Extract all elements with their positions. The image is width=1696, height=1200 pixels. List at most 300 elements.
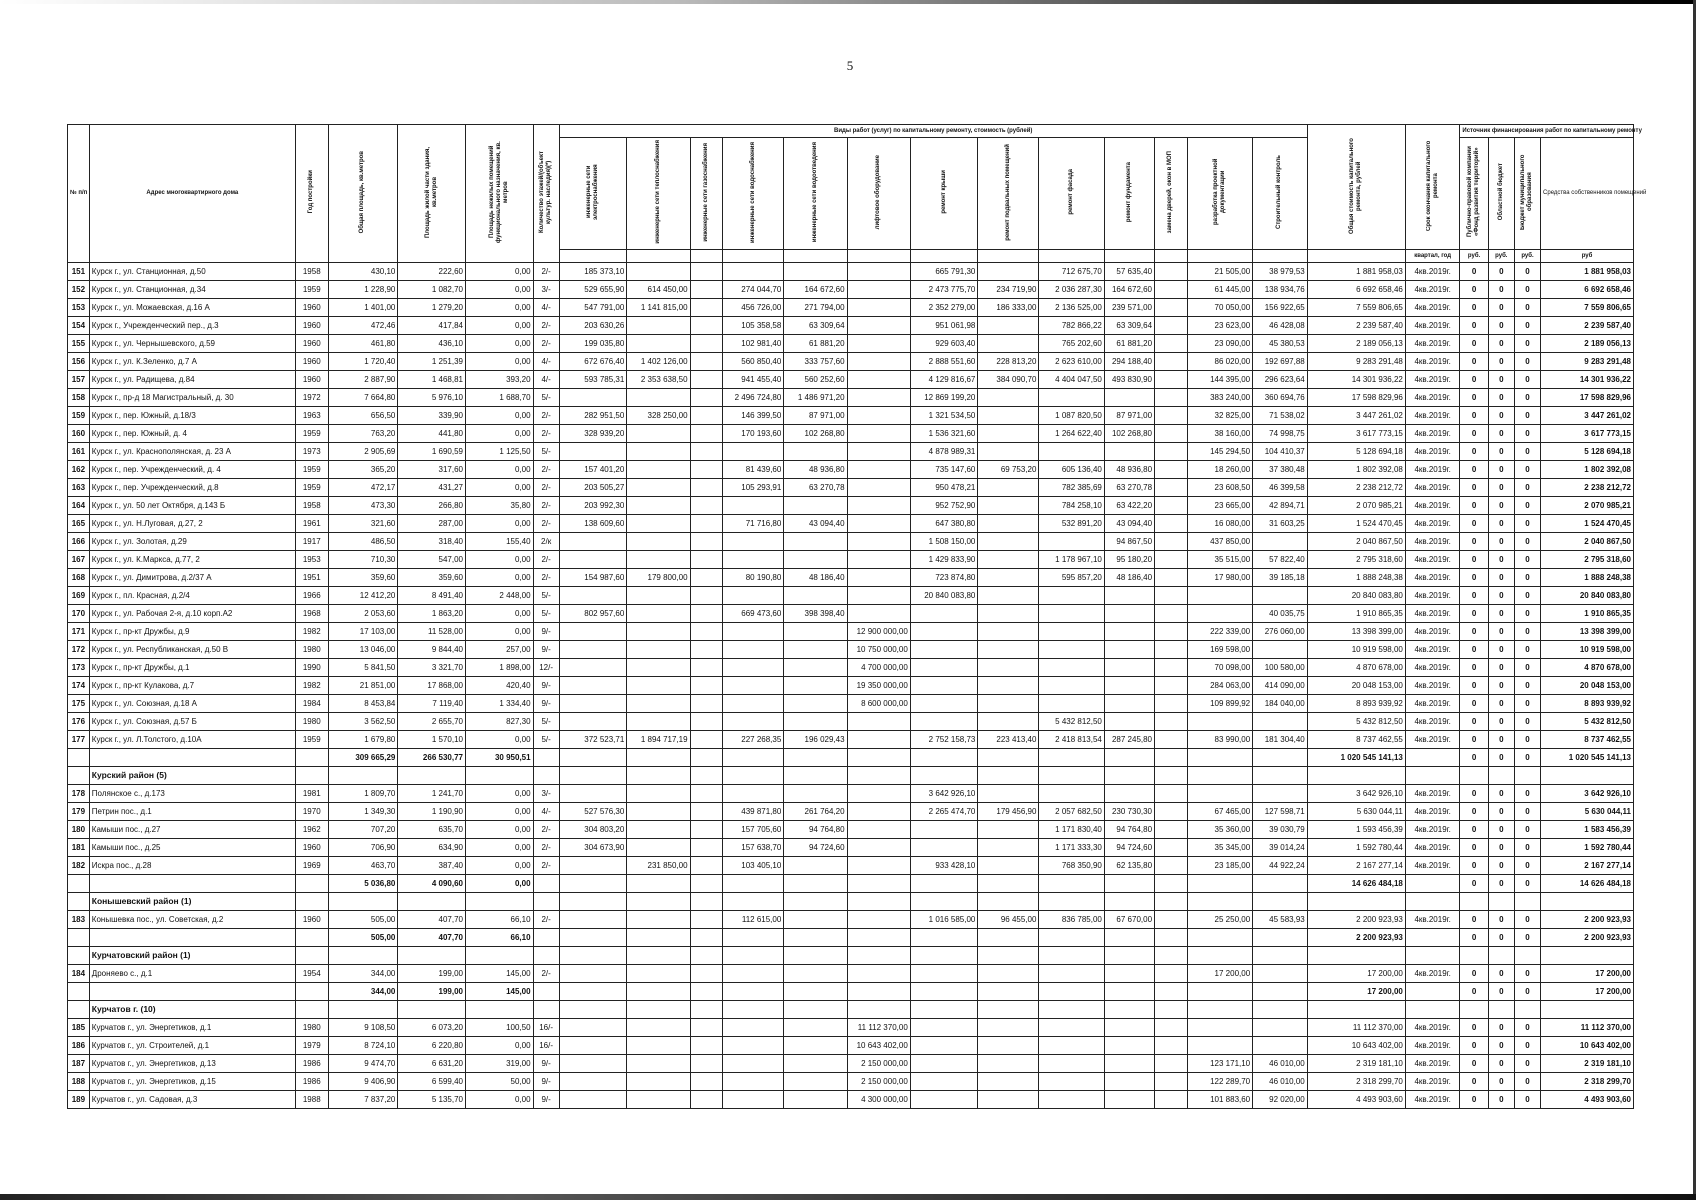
row-work-cost	[847, 821, 910, 839]
district-blank	[1039, 1001, 1104, 1019]
district-blank	[690, 947, 723, 965]
table-row	[68, 857, 1634, 875]
table-row	[68, 1073, 1634, 1091]
row-work-cost	[627, 641, 690, 659]
row-work-cost: 261 764,20	[784, 803, 847, 821]
row-work-cost	[978, 605, 1039, 623]
row-work-cost: 4 300 000,00	[847, 1091, 910, 1109]
row-work-cost	[1155, 731, 1188, 749]
row-work-cost	[847, 389, 910, 407]
table-row	[68, 1055, 1634, 1073]
row-work-cost	[627, 785, 690, 803]
row-regional: 0	[1488, 623, 1514, 641]
row-work-cost	[1104, 605, 1154, 623]
row-living-area: 317,60	[398, 461, 466, 479]
row-address: Конышевка пос., ул. Советская, д.2	[89, 911, 295, 929]
row-living-area: 287,00	[398, 515, 466, 533]
row-total-cost: 1 802 392,08	[1307, 461, 1405, 479]
row-work-cost	[784, 965, 847, 983]
row-owners: 20 840 083,80	[1541, 587, 1634, 605]
row-work-cost: 101 883,60	[1187, 1091, 1252, 1109]
row-work-cost	[847, 965, 910, 983]
row-work-cost	[627, 389, 690, 407]
district-blank	[559, 947, 627, 965]
row-floors: 9/-	[533, 1091, 559, 1109]
district-blank	[1155, 767, 1188, 785]
row-total-area: 430,10	[328, 263, 398, 281]
row-owners: 2 319 181,10	[1541, 1055, 1634, 1073]
row-work-cost	[627, 659, 690, 677]
row-year: 1962	[295, 821, 328, 839]
row-address: Курск г., пер. Южный, д. 4	[89, 425, 295, 443]
row-work-cost	[559, 659, 627, 677]
row-address: Курск г., ул. Союзная, д.18 А	[89, 695, 295, 713]
row-floors: 2/-	[533, 317, 559, 335]
row-address: Искра пос., д.28	[89, 857, 295, 875]
district-blank	[328, 1001, 398, 1019]
subtotal-blank	[559, 929, 627, 947]
row-number: 160	[68, 425, 90, 443]
row-work-cost: 768 350,90	[1039, 857, 1104, 875]
subtotal-regional: 0	[1488, 983, 1514, 1001]
district-blank	[295, 947, 328, 965]
row-work-cost: 595 857,20	[1039, 569, 1104, 587]
row-work-cost	[1253, 587, 1308, 605]
row-work-cost: 63 309,64	[784, 317, 847, 335]
subtotal-regional: 0	[1488, 875, 1514, 893]
row-work-cost	[978, 551, 1039, 569]
row-work-cost	[847, 605, 910, 623]
row-work-cost	[627, 677, 690, 695]
row-owners: 11 112 370,00	[1541, 1019, 1634, 1037]
row-work-cost: 127 598,71	[1253, 803, 1308, 821]
row-work-cost	[847, 263, 910, 281]
row-total-area: 463,70	[328, 857, 398, 875]
subtotal-total-area: 5 036,80	[328, 875, 398, 893]
row-nonres-area: 0,00	[465, 263, 533, 281]
row-work-cost: 2 473 775,70	[910, 281, 978, 299]
row-work-cost	[690, 785, 723, 803]
row-owners: 1 888 248,38	[1541, 569, 1634, 587]
header-no: № п/п	[68, 125, 90, 263]
row-work-cost: 23 608,50	[1187, 479, 1252, 497]
row-work-cost: 102 268,80	[1104, 425, 1154, 443]
row-floors: 2/-	[533, 461, 559, 479]
row-year: 1960	[295, 335, 328, 353]
row-regional: 0	[1488, 299, 1514, 317]
row-work-cost: 102 981,40	[723, 335, 784, 353]
row-municipal: 0	[1514, 965, 1540, 983]
row-work-cost	[627, 803, 690, 821]
row-fund: 0	[1460, 911, 1488, 929]
row-fund: 0	[1460, 695, 1488, 713]
district-blank	[1488, 893, 1514, 911]
subtotal-row	[68, 929, 1634, 947]
row-work-cost	[690, 1091, 723, 1109]
table-row	[68, 425, 1634, 443]
subtotal-blank	[784, 875, 847, 893]
row-work-cost: 765 202,60	[1039, 335, 1104, 353]
row-term: 4кв.2019г.	[1405, 965, 1460, 983]
row-owners: 1 592 780,44	[1541, 839, 1634, 857]
row-work-cost	[978, 497, 1039, 515]
district-blank	[1514, 1001, 1540, 1019]
subtotal-blank	[68, 983, 90, 1001]
row-work-cost: 4 129 816,67	[910, 371, 978, 389]
row-owners: 3 447 261,02	[1541, 407, 1634, 425]
row-fund: 0	[1460, 1073, 1488, 1091]
row-work-cost	[559, 641, 627, 659]
row-nonres-area: 0,00	[465, 623, 533, 641]
row-fund: 0	[1460, 821, 1488, 839]
row-work-cost	[784, 677, 847, 695]
header-works-group: Виды работ (услуг) по капитальному ремонту, стоимость (рублей)	[559, 125, 1307, 138]
row-work-cost: 439 871,80	[723, 803, 784, 821]
row-work-cost	[784, 695, 847, 713]
row-municipal: 0	[1514, 479, 1540, 497]
row-work-cost	[690, 965, 723, 983]
row-number: 153	[68, 299, 90, 317]
subtotal-blank	[627, 749, 690, 767]
row-fund: 0	[1460, 479, 1488, 497]
table-row	[68, 551, 1634, 569]
row-municipal: 0	[1514, 1055, 1540, 1073]
district-name: Курчатов г. (10)	[89, 1001, 295, 1019]
district-blank	[1541, 947, 1634, 965]
subtotal-row	[68, 875, 1634, 893]
row-owners: 2 189 056,13	[1541, 335, 1634, 353]
district-blank	[627, 767, 690, 785]
row-regional: 0	[1488, 281, 1514, 299]
district-blank	[533, 893, 559, 911]
row-municipal: 0	[1514, 497, 1540, 515]
district-blank	[1514, 893, 1540, 911]
subtotal-blank	[627, 929, 690, 947]
row-term: 4кв.2019г.	[1405, 353, 1460, 371]
row-work-cost: 23 665,00	[1187, 497, 1252, 515]
row-number: 166	[68, 533, 90, 551]
row-work-cost: 104 410,37	[1253, 443, 1308, 461]
row-year: 1960	[295, 317, 328, 335]
row-work-cost	[690, 713, 723, 731]
row-work-cost: 723 874,80	[910, 569, 978, 587]
header-term: Срок окончания капитального ремонта	[1405, 125, 1460, 250]
row-total-cost: 3 447 261,02	[1307, 407, 1405, 425]
row-number: 185	[68, 1019, 90, 1037]
row-work-cost: 169 598,00	[1187, 641, 1252, 659]
row-work-cost: 83 990,00	[1187, 731, 1252, 749]
row-living-area: 1 082,70	[398, 281, 466, 299]
row-work-cost	[978, 641, 1039, 659]
subtotal-blank	[1104, 929, 1154, 947]
subtotal-blank	[533, 875, 559, 893]
unit-blank	[1307, 250, 1405, 263]
row-year: 1960	[295, 353, 328, 371]
row-work-cost	[978, 515, 1039, 533]
row-work-cost: 67 670,00	[1104, 911, 1154, 929]
subtotal-total-cost: 2 200 923,93	[1307, 929, 1405, 947]
header-total-cost: Общая стоимость капитального ремонта, рублей	[1307, 125, 1405, 250]
row-total-cost: 1 524 470,45	[1307, 515, 1405, 533]
row-regional: 0	[1488, 821, 1514, 839]
district-blank	[1405, 1001, 1460, 1019]
row-work-cost	[559, 911, 627, 929]
district-blank	[978, 767, 1039, 785]
district-heading-row	[68, 893, 1634, 911]
row-total-area: 344,00	[328, 965, 398, 983]
row-work-cost	[1155, 1019, 1188, 1037]
row-fund: 0	[1460, 839, 1488, 857]
row-work-cost: 383 240,00	[1187, 389, 1252, 407]
row-work-cost: 48 186,40	[784, 569, 847, 587]
row-term: 4кв.2019г.	[1405, 911, 1460, 929]
row-work-cost	[690, 497, 723, 515]
row-work-cost	[978, 839, 1039, 857]
unit-rub: руб.	[1460, 250, 1488, 263]
row-municipal: 0	[1514, 839, 1540, 857]
table-row	[68, 803, 1634, 821]
row-work-cost: 1 536 321,60	[910, 425, 978, 443]
row-work-cost	[1155, 857, 1188, 875]
row-floors: 2/-	[533, 263, 559, 281]
row-term: 4кв.2019г.	[1405, 839, 1460, 857]
row-fund: 0	[1460, 515, 1488, 533]
subtotal-blank	[978, 875, 1039, 893]
row-work-cost: 23 090,00	[1187, 335, 1252, 353]
row-work-cost: 112 615,00	[723, 911, 784, 929]
subtotal-blank	[1253, 983, 1308, 1001]
row-term: 4кв.2019г.	[1405, 857, 1460, 875]
row-address: Курск г., ул. Чернышевского, д.59	[89, 335, 295, 353]
row-work-cost	[978, 1037, 1039, 1055]
row-work-cost	[847, 353, 910, 371]
row-floors: 5/-	[533, 443, 559, 461]
row-term: 4кв.2019г.	[1405, 641, 1460, 659]
row-work-cost	[1104, 1073, 1154, 1091]
row-work-cost: 184 040,00	[1253, 695, 1308, 713]
row-living-area: 441,80	[398, 425, 466, 443]
row-work-cost	[847, 371, 910, 389]
row-work-cost	[627, 713, 690, 731]
row-nonres-area: 0,00	[465, 317, 533, 335]
row-work-cost	[784, 785, 847, 803]
row-regional: 0	[1488, 533, 1514, 551]
row-work-cost: 1 402 126,00	[627, 353, 690, 371]
subtotal-municipal: 0	[1514, 875, 1540, 893]
row-number: 169	[68, 587, 90, 605]
row-total-area: 7 837,20	[328, 1091, 398, 1109]
row-work-cost	[723, 1037, 784, 1055]
row-work-cost	[847, 551, 910, 569]
row-work-cost	[847, 335, 910, 353]
row-fund: 0	[1460, 1037, 1488, 1055]
row-regional: 0	[1488, 911, 1514, 929]
row-nonres-area: 35,80	[465, 497, 533, 515]
row-nonres-area: 257,00	[465, 641, 533, 659]
row-work-cost	[1187, 605, 1252, 623]
row-work-cost	[627, 1073, 690, 1091]
row-work-cost: 96 455,00	[978, 911, 1039, 929]
row-total-area: 710,30	[328, 551, 398, 569]
scan-edge-bottom	[0, 1194, 1696, 1200]
district-blank	[328, 767, 398, 785]
district-blank	[1460, 767, 1488, 785]
district-blank	[627, 893, 690, 911]
table-row	[68, 371, 1634, 389]
row-work-cost: 1 171 333,30	[1039, 839, 1104, 857]
row-nonres-area: 1 125,50	[465, 443, 533, 461]
row-year: 1980	[295, 1019, 328, 1037]
row-nonres-area: 0,00	[465, 839, 533, 857]
district-blank	[1253, 767, 1308, 785]
district-blank	[978, 893, 1039, 911]
row-work-cost	[910, 713, 978, 731]
row-work-cost: 16 080,00	[1187, 515, 1252, 533]
row-work-cost	[1253, 533, 1308, 551]
row-nonres-area: 420,40	[465, 677, 533, 695]
row-owners: 5 128 694,18	[1541, 443, 1634, 461]
row-work-cost	[1155, 641, 1188, 659]
row-work-cost: 234 719,90	[978, 281, 1039, 299]
table-row	[68, 587, 1634, 605]
row-total-area: 365,20	[328, 461, 398, 479]
row-municipal: 0	[1514, 713, 1540, 731]
row-floors: 9/-	[533, 695, 559, 713]
row-number: 187	[68, 1055, 90, 1073]
district-blank	[533, 947, 559, 965]
subtotal-regional: 0	[1488, 749, 1514, 767]
row-work-cost: 81 439,60	[723, 461, 784, 479]
row-municipal: 0	[1514, 461, 1540, 479]
row-work-cost: 5 432 812,50	[1039, 713, 1104, 731]
subtotal-regional: 0	[1488, 929, 1514, 947]
row-floors: 5/-	[533, 587, 559, 605]
row-work-cost: 31 603,25	[1253, 515, 1308, 533]
row-work-cost: 647 380,80	[910, 515, 978, 533]
unit-blank	[1253, 250, 1308, 263]
row-floors: 2/-	[533, 407, 559, 425]
row-work-cost	[723, 695, 784, 713]
row-work-cost: 2 888 551,60	[910, 353, 978, 371]
district-blank	[398, 1001, 466, 1019]
row-work-cost	[1104, 641, 1154, 659]
row-work-cost	[1155, 497, 1188, 515]
row-total-area: 321,60	[328, 515, 398, 533]
row-work-cost	[978, 587, 1039, 605]
subtotal-blank	[295, 875, 328, 893]
row-work-cost: 2 496 724,80	[723, 389, 784, 407]
row-work-cost: 95 180,20	[1104, 551, 1154, 569]
row-address: Курск г., ул. Союзная, д.57 Б	[89, 713, 295, 731]
row-address: Дроняево с., д.1	[89, 965, 295, 983]
table-row	[68, 461, 1634, 479]
row-total-area: 1 720,40	[328, 353, 398, 371]
district-blank	[723, 947, 784, 965]
row-work-cost	[784, 551, 847, 569]
row-work-cost	[1155, 713, 1188, 731]
row-owners: 9 283 291,48	[1541, 353, 1634, 371]
row-work-cost	[978, 407, 1039, 425]
row-work-cost	[690, 389, 723, 407]
table-row	[68, 1091, 1634, 1109]
district-blank	[910, 893, 978, 911]
row-number: 176	[68, 713, 90, 731]
row-work-cost	[1104, 443, 1154, 461]
table-row	[68, 515, 1634, 533]
row-living-area: 222,60	[398, 263, 466, 281]
unit-blank	[784, 250, 847, 263]
district-blank	[690, 767, 723, 785]
row-total-cost: 1 592 780,44	[1307, 839, 1405, 857]
row-year: 1961	[295, 515, 328, 533]
row-total-cost: 2 795 318,60	[1307, 551, 1405, 569]
row-floors: 2/-	[533, 911, 559, 929]
row-floors: 2/-	[533, 515, 559, 533]
row-year: 1980	[295, 713, 328, 731]
header-work-2: инженерные сети газоснабжения	[690, 138, 723, 250]
row-fund: 0	[1460, 713, 1488, 731]
district-name: Курчатовский район (1)	[89, 947, 295, 965]
row-total-cost: 4 493 903,60	[1307, 1091, 1405, 1109]
row-living-area: 431,27	[398, 479, 466, 497]
row-total-cost: 10 919 598,00	[1307, 641, 1405, 659]
table-row	[68, 785, 1634, 803]
row-municipal: 0	[1514, 263, 1540, 281]
row-floors: 3/-	[533, 281, 559, 299]
subtotal-blank	[690, 983, 723, 1001]
row-total-cost: 10 643 402,00	[1307, 1037, 1405, 1055]
row-floors: 2/-	[533, 551, 559, 569]
row-work-cost	[978, 965, 1039, 983]
subtotal-blank	[784, 929, 847, 947]
row-floors: 2/-	[533, 965, 559, 983]
row-work-cost	[559, 695, 627, 713]
table-row	[68, 263, 1634, 281]
row-term: 4кв.2019г.	[1405, 1055, 1460, 1073]
row-municipal: 0	[1514, 1091, 1540, 1109]
row-work-cost	[1039, 785, 1104, 803]
row-regional: 0	[1488, 551, 1514, 569]
row-total-area: 473,30	[328, 497, 398, 515]
row-work-cost	[559, 785, 627, 803]
row-work-cost	[784, 443, 847, 461]
subtotal-owners: 2 200 923,93	[1541, 929, 1634, 947]
row-work-cost	[690, 479, 723, 497]
row-work-cost: 614 450,00	[627, 281, 690, 299]
row-address: Курск г., ул. Рабочая 2-я, д.10 корп.А2	[89, 605, 295, 623]
row-municipal: 0	[1514, 1073, 1540, 1091]
district-blank	[1307, 767, 1405, 785]
row-work-cost	[723, 713, 784, 731]
row-work-cost: 665 791,30	[910, 263, 978, 281]
row-work-cost: 231 850,00	[627, 857, 690, 875]
row-total-cost: 2 167 277,14	[1307, 857, 1405, 875]
row-total-area: 9 474,70	[328, 1055, 398, 1073]
row-work-cost	[723, 785, 784, 803]
row-work-cost	[784, 641, 847, 659]
row-number: 168	[68, 569, 90, 587]
row-work-cost	[1039, 605, 1104, 623]
header-work-7: ремонт подвальных помещений	[978, 138, 1039, 250]
row-total-cost: 5 630 044,11	[1307, 803, 1405, 821]
row-year: 1984	[295, 695, 328, 713]
row-address: Курск г., пер. Южный, д.18/3	[89, 407, 295, 425]
row-work-cost	[723, 587, 784, 605]
row-work-cost	[690, 335, 723, 353]
row-work-cost: 46 399,58	[1253, 479, 1308, 497]
row-work-cost	[559, 713, 627, 731]
row-municipal: 0	[1514, 731, 1540, 749]
